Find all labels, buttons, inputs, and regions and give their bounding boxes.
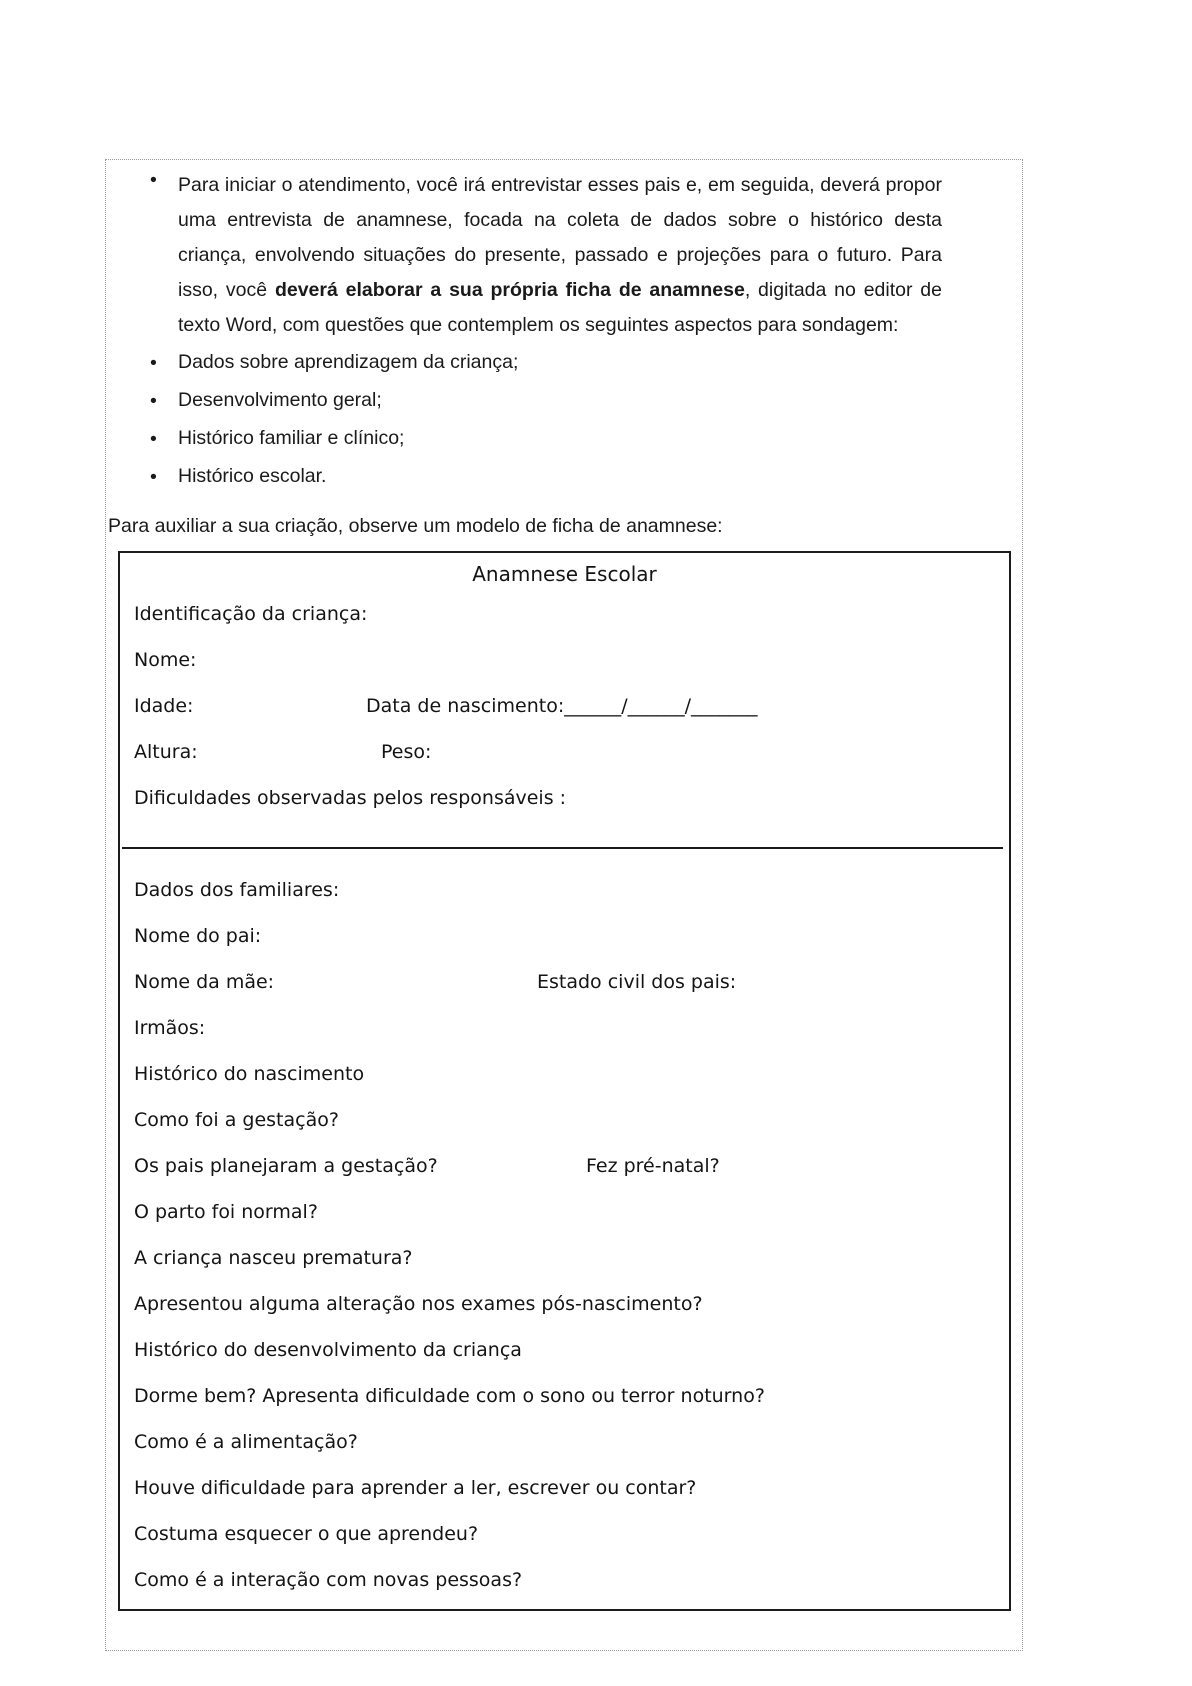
form-row (134, 1097, 1009, 1143)
intro-paragraph (178, 168, 942, 343)
form-field-label: Histórico do nascimento (134, 1063, 365, 1085)
intro-text-bold: deverá elaborar a sua própria ficha de anamnese (274, 279, 745, 301)
form-field-label: Costuma esquecer o que aprendeu? (134, 1523, 479, 1545)
form-field-label: A criança nasceu prematura? (134, 1247, 413, 1269)
bullet-dot-icon: • (150, 390, 157, 412)
form-row (134, 867, 1009, 913)
form-field-label: O parto foi normal? (134, 1201, 318, 1223)
form-rows (134, 591, 1009, 1603)
bullet-item (150, 343, 942, 381)
bullet-item-main (150, 168, 942, 343)
form-row (134, 1189, 1009, 1235)
content-cell (105, 159, 1023, 1651)
form-field-label: Apresentou alguma alteração nos exames pós-nascimento? (134, 1293, 703, 1315)
intro-text-before: Para iniciar o atendimento, você irá entrevistar esses pais e, em seguida, deverá propor uma entrevista de anamnese, focada na coleta de dados sobre o histórico desta criança, envolvendo situações do presente, passado e projeções para o futuro. Para isso, você (178, 174, 942, 301)
bullet-item (150, 419, 942, 457)
form-title: Anamnese Escolar (472, 562, 657, 586)
form-field-label: Irmãos: (134, 1017, 206, 1039)
form-field-label: Como é a interação com novas pessoas? (134, 1569, 523, 1591)
bullet-dot-icon: • (150, 352, 157, 374)
helper-paragraph: Para auxiliar a sua criação, observe um modelo de ficha de anamnese: (108, 515, 723, 537)
form-row (134, 1005, 1009, 1051)
form-field-label: Idade: (134, 695, 194, 717)
form-row (134, 1327, 1009, 1373)
bullet-dot-icon: • (150, 169, 157, 191)
form-field-label: Dorme bem? Apresenta dificuldade com o sono ou terror noturno? (134, 1385, 765, 1407)
form-field-label: Nome do pai: (134, 925, 262, 947)
form-row (134, 729, 1009, 775)
bullet-item (150, 381, 942, 419)
form-row (134, 637, 1009, 683)
form-field-label: Nome da mãe: (134, 971, 275, 993)
form-row (134, 1235, 1009, 1281)
form-field-label: Histórico do desenvolvimento da criança (134, 1339, 522, 1361)
form-field-label: Dados dos familiares: (134, 879, 340, 901)
form-field-label: Nome: (134, 649, 197, 671)
form-field-label: Os pais planejaram a gestação? (134, 1155, 438, 1177)
form-row (134, 591, 1009, 637)
form-row (134, 1051, 1009, 1097)
form-field-label: Fez pré-natal? (586, 1155, 720, 1177)
form-field-label: Como é a alimentação? (134, 1431, 358, 1453)
bullet-dot-icon: • (150, 428, 157, 450)
form-row (134, 775, 1009, 821)
bullet-dot-icon: • (150, 466, 157, 488)
form-field-label: Como foi a gestação? (134, 1109, 339, 1131)
form-field-label: Identificação da criança: (134, 603, 368, 625)
bullet-text: Histórico escolar. (178, 465, 327, 487)
bullet-text: Desenvolvimento geral; (178, 389, 382, 411)
form-field-label: Houve dificuldade para aprender a ler, escrever ou contar? (134, 1477, 697, 1499)
form-row (134, 1419, 1009, 1465)
form-field-label: Peso: (381, 741, 432, 763)
form-row (134, 1511, 1009, 1557)
form-row (134, 1465, 1009, 1511)
form-row (134, 959, 1009, 1005)
form-field-label: Estado civil dos pais: (537, 971, 737, 993)
divider-line (134, 821, 1009, 867)
form-row (134, 1143, 1009, 1189)
form-row (134, 683, 1009, 729)
bullet-text: Histórico familiar e clínico; (178, 427, 405, 449)
form-row (134, 913, 1009, 959)
bullet-item (150, 457, 942, 495)
form-field-label: Altura: (134, 741, 198, 763)
bullet-text: Dados sobre aprendizagem da criança; (178, 351, 519, 373)
anamnese-form-box (118, 551, 1011, 1611)
form-row (134, 1373, 1009, 1419)
form-field-label: Dificuldades observadas pelos responsáveis : (134, 787, 567, 809)
intro-text-after: , digitada no editor de texto Word, com questões que contemplem os seguintes aspectos para sondagem: (178, 279, 942, 336)
form-row (134, 1557, 1009, 1603)
form-row (134, 1281, 1009, 1327)
form-field-label: Data de nascimento:______/______/_______ (366, 695, 758, 717)
